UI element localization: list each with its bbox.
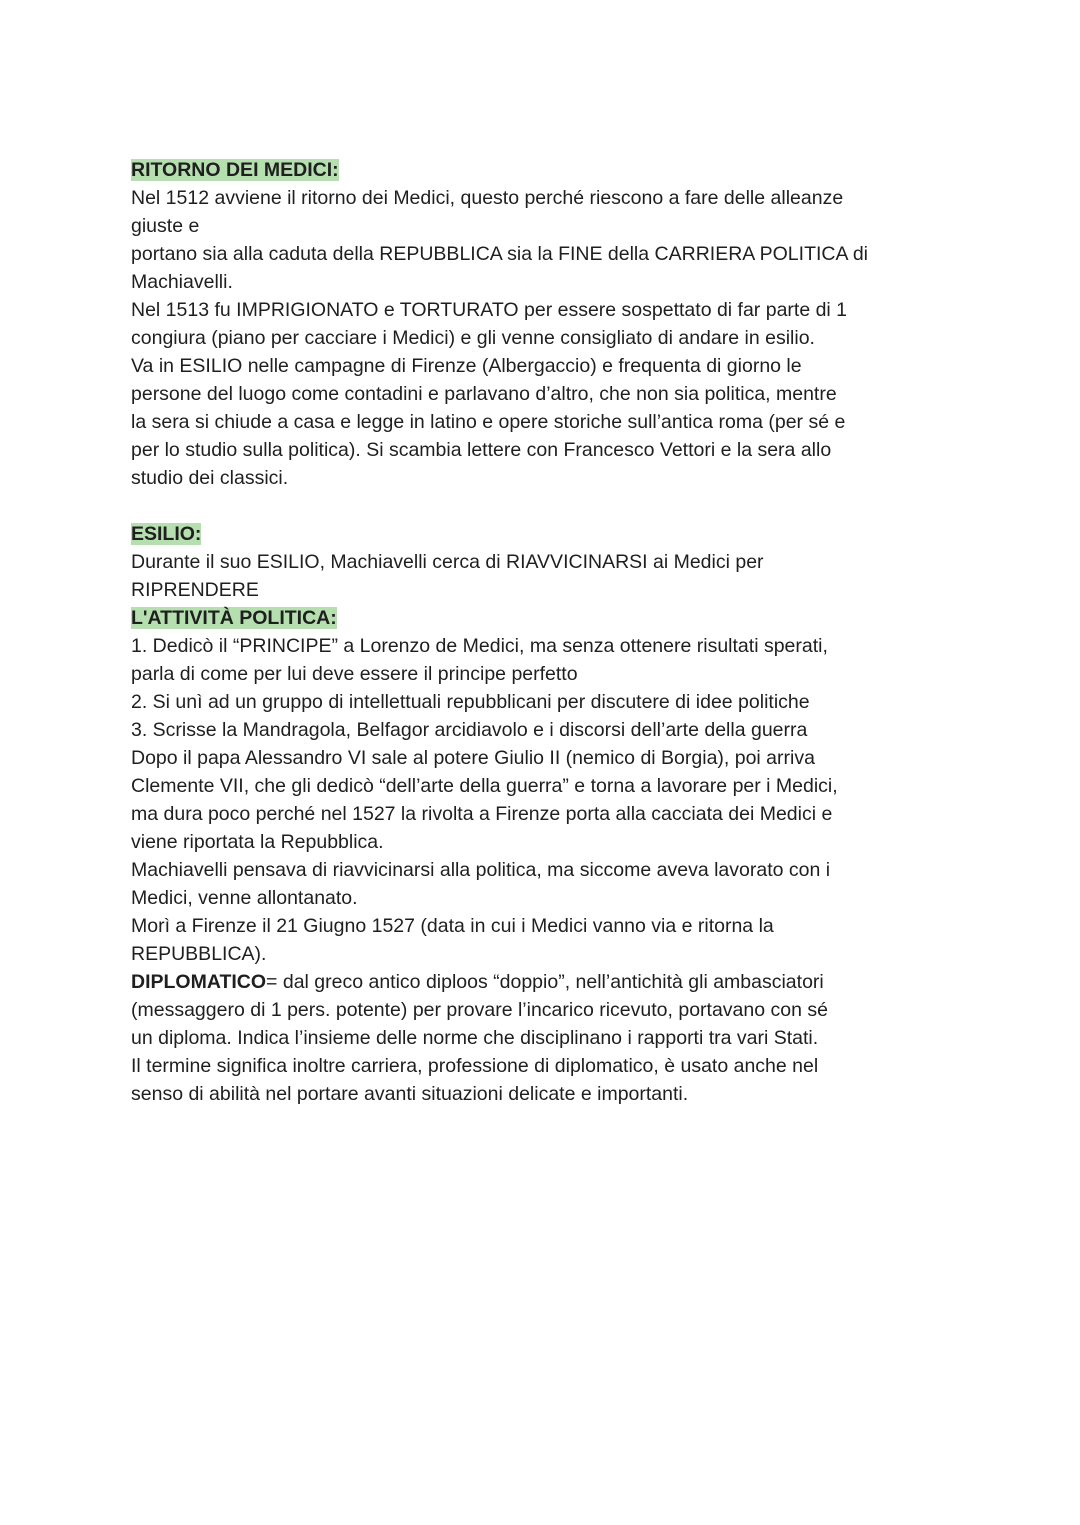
term-diplomatico: DIPLOMATICO bbox=[131, 971, 267, 993]
text-line: Durante il suo ESILIO, Machiavelli cerca di RIAVVICINARSI ai Medici per bbox=[131, 551, 764, 573]
text-line: congiura (piano per cacciare i Medici) e gli venne consigliato di andare in esilio. bbox=[131, 327, 815, 349]
document-page bbox=[131, 156, 961, 1108]
text-line: 2. Si unì ad un gruppo di intellettuali repubblicani per discutere di idee politiche bbox=[131, 691, 810, 713]
text-line: portano sia alla caduta della REPUBBLICA sia la FINE della CARRIERA POLITICA di bbox=[131, 243, 869, 265]
text-line: Nel 1512 avviene il ritorno dei Medici, questo perché riescono a fare delle alleanze bbox=[131, 187, 844, 209]
text-line: Nel 1513 fu IMPRIGIONATO e TORTURATO per essere sospettato di far parte di 1 bbox=[131, 299, 848, 321]
definition-start: = dal greco antico diploos “doppio”, nell’antichità gli ambasciatori bbox=[266, 971, 824, 993]
text-line: Medici, venne allontanato. bbox=[131, 887, 358, 909]
paragraph-attivita-politica bbox=[131, 632, 961, 968]
text-line: (messaggero di 1 pers. potente) per provare l’incarico ricevuto, portavano con sé bbox=[131, 999, 828, 1021]
text-line: viene riportata la Repubblica. bbox=[131, 831, 384, 853]
heading-esilio: ESILIO: bbox=[131, 523, 202, 545]
text-line: giuste e bbox=[131, 215, 200, 237]
text-line bbox=[131, 968, 961, 996]
text-line: persone del luogo come contadini e parlavano d’altro, che non sia politica, mentre bbox=[131, 383, 837, 405]
spacer bbox=[131, 492, 961, 520]
text-line: Clemente VII, che gli dedicò “dell’arte della guerra” e torna a lavorare per i Medici, bbox=[131, 775, 838, 797]
paragraph-esilio bbox=[131, 548, 961, 604]
paragraph-ritorno-medici bbox=[131, 184, 961, 492]
section-esilio bbox=[131, 520, 961, 548]
text-line: 3. Scrisse la Mandragola, Belfagor arcidiavolo e i discorsi dell’arte della guerra bbox=[131, 719, 808, 741]
text-line: REPUBBLICA). bbox=[131, 943, 267, 965]
text-line: per lo studio sulla politica). Si scambia lettere con Francesco Vettori e la sera allo bbox=[131, 439, 832, 461]
text-line: Dopo il papa Alessandro VI sale al potere Giulio II (nemico di Borgia), poi arriva bbox=[131, 747, 815, 769]
text-line: studio dei classici. bbox=[131, 467, 289, 489]
text-line: parla di come per lui deve essere il principe perfetto bbox=[131, 663, 578, 685]
text-line: Il termine significa inoltre carriera, professione di diplomatico, è usato anche nel bbox=[131, 1055, 819, 1077]
text-line: Machiavelli pensava di riavvicinarsi alla politica, ma siccome aveva lavorato con i bbox=[131, 859, 831, 881]
paragraph-diplomatico bbox=[131, 968, 961, 1108]
heading-attivita-politica: L'ATTIVITÀ POLITICA: bbox=[131, 607, 337, 629]
section-ritorno-medici bbox=[131, 156, 961, 184]
text-line: un diploma. Indica l’insieme delle norme che disciplinano i rapporti tra vari Stati. bbox=[131, 1027, 819, 1049]
text-line: Machiavelli. bbox=[131, 271, 233, 293]
text-line: Va in ESILIO nelle campagne di Firenze (Albergaccio) e frequenta di giorno le bbox=[131, 355, 802, 377]
text-line: 1. Dedicò il “PRINCIPE” a Lorenzo de Medici, ma senza ottenere risultati sperati, bbox=[131, 635, 828, 657]
text-line: Morì a Firenze il 21 Giugno 1527 (data in cui i Medici vanno via e ritorna la bbox=[131, 915, 774, 937]
text-line: RIPRENDERE bbox=[131, 579, 259, 601]
heading-ritorno-dei-medici: RITORNO DEI MEDICI: bbox=[131, 159, 339, 181]
text-line: senso di abilità nel portare avanti situazioni delicate e importanti. bbox=[131, 1083, 689, 1105]
text-line: ma dura poco perché nel 1527 la rivolta a Firenze porta alla cacciata dei Medici e bbox=[131, 803, 833, 825]
text-line: la sera si chiude a casa e legge in latino e opere storiche sull’antica roma (per sé e bbox=[131, 411, 846, 433]
section-attivita-politica bbox=[131, 604, 961, 632]
